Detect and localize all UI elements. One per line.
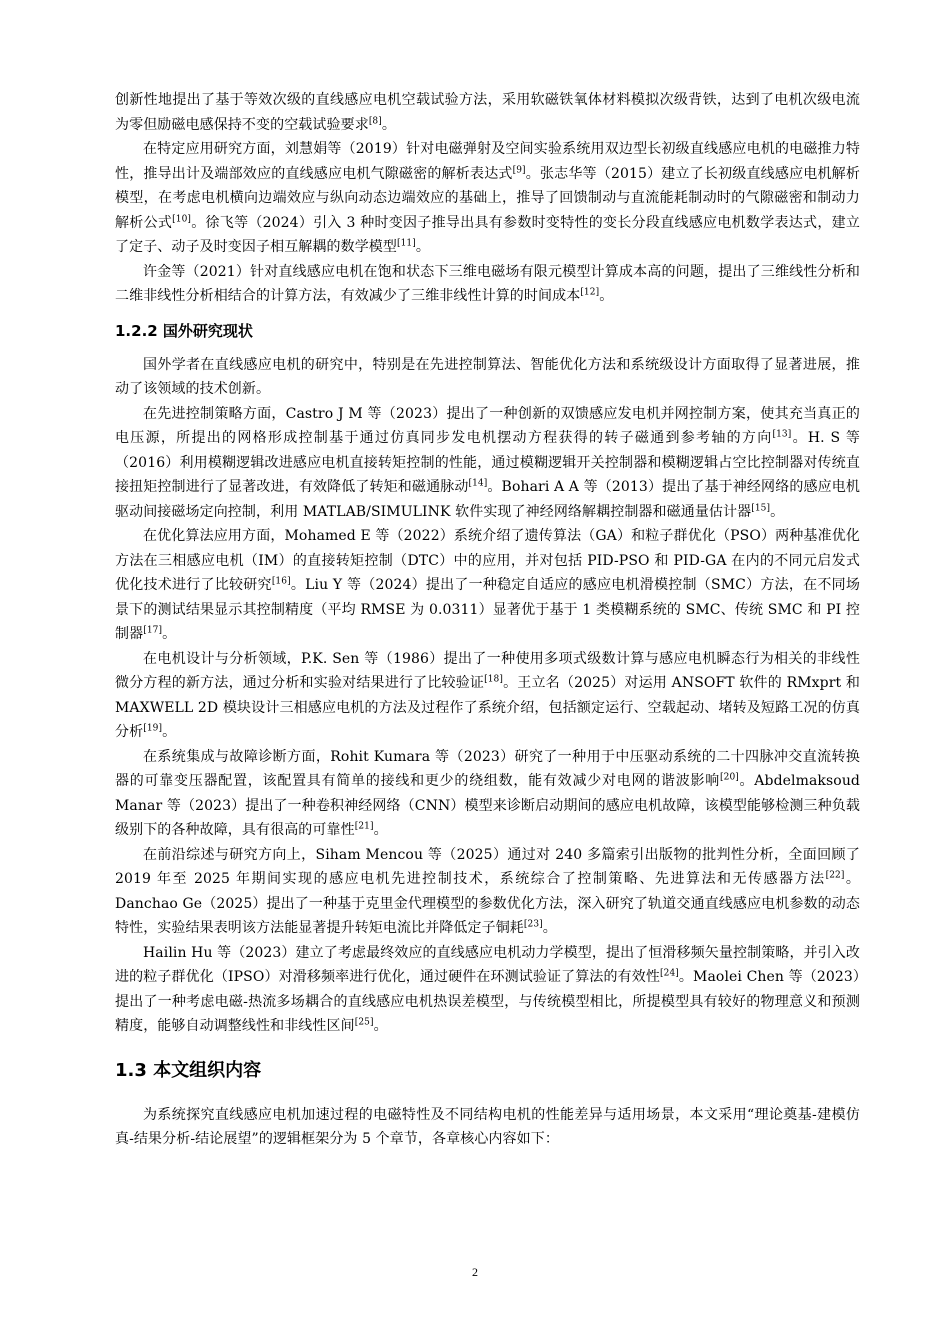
- paragraph: 国外学者在直线感应电机的研究中，特别是在先进控制算法、智能优化方法和系统级设计方面取得了显著进展，推动了该领域的技术创新。: [115, 356, 860, 397]
- citation-ref: [20]: [720, 772, 739, 783]
- citation-ref: [24]: [660, 968, 679, 979]
- citation-ref: [13]: [772, 429, 792, 440]
- section-heading: 1.3 本文组织内容: [115, 1059, 262, 1081]
- paragraph: Hailin Hu 等（2023）建立了考虑最终效应的直线感应电机动力学模型，提出了恒滑移频矢量控制策略，并引入改进的粒子群优化（IPSO）对滑移频率进行优化，通过硬件在环测试验证了算法的有效性[24]。Maolei Chen 等（2023）提出了一种考虑电磁-热流多场耦合的直线感应电机热误差模型，与传统模型相比，所提模型具有较好的物理意义和预测精度，能够自动调整线性和非线性区间[25]。: [115, 944, 860, 1034]
- citation-ref: [10]: [172, 213, 192, 224]
- paragraph: 在特定应用研究方面，刘慧娟等（2019）针对电磁弹射及空间实验系统用双边型长初级直线感应电机的电磁推力特性，推导出计及端部效应的直线感应电机气隙磁密的解析表达式[9]。张志华等（2015）建立了长初级直线感应电机解析模型，在考虑电机横向边端效应与纵向动态边端效应的基础上，推导了回馈制动与直流能耗制动时的气隙磁密和制动力解析公式[10]。徐飞等（2024）引入 3 种时变因子推导出具有参数时变特性的变长分段直线感应电机数学表达式，建立了定子、动子及时变因子相互解耦的数学模型[11]。: [115, 141, 861, 255]
- citation-ref: [16]: [271, 576, 291, 587]
- paragraph: 在电机设计与分析领域，P.K. Sen 等（1986）提出了一种使用多项式级数计算与感应电机瞬态行为相关的非线性微分方程的新方法，通过分析和实验对结果进行了比较验证[18]。王立名（2025）对运用 ANSOFT 软件的 RMxprt 和 MAXWELL 2D 模块设计三相感应电机的方法及过程作了系统介绍，包括额定运行、空载起动、堵转及短路工况的仿真分析[19]。: [115, 650, 860, 740]
- citation-ref: [15]: [751, 502, 771, 513]
- paragraph: 许金等（2021）针对直线感应电机在饱和状态下三维电磁场有限元模型计算成本高的问题，提出了三维线性分析和二维非线性分析相结合的计算方法，有效减少了三维非线性计算的时间成本[12]。: [115, 263, 860, 304]
- paragraph: 在先进控制策略方面，Castro J M 等（2023）提出了一种创新的双馈感应发电机并网控制方案，使其充当真正的电压源，所提出的网格形成控制基于通过仿真同步发电机摆动方程获得的转子磁通到参考轴的方向[13]。H. S 等（2016）利用模糊逻辑改进感应电机直接转矩控制的性能，通过模糊逻辑开关控制器和模糊逻辑占空比控制器对传统直接扭矩控制进行了显著改进，有效降低了转矩和磁通脉动[14]。Bohari A A 等（2013）提出了基于神经网络的感应电机驱动间接磁场定向控制，利用 MATLAB/SIMULINK 软件实现了神经网络解耦控制器和磁通量估计器[15]。: [115, 405, 861, 520]
- citation-ref: [11]: [397, 238, 416, 249]
- citation-ref: [21]: [354, 821, 374, 832]
- citation-ref: [23]: [523, 919, 543, 930]
- paragraph: 创新性地提出了基于等效次级的直线感应电机空载试验方法，采用软磁铁氧体材料模拟次级背铁，达到了电机次级电流为零但励磁电感保持不变的空载试验要求[8]。: [115, 92, 860, 133]
- citation-ref: [18]: [484, 674, 503, 685]
- paragraph: 在优化算法应用方面，Mohamed E 等（2022）系统介绍了遗传算法（GA）和粒子群优化（PSO）两种基准优化方法在三相感应电机（IM）的直接转矩控制（DTC）中的应用，并对包括 PID-PSO 和 PID-GA 在内的不同元启发式优化技术进行了比较研究[16]。Liu Y 等（2024）提出了一种稳定自适应的感应电机滑模控制（SMC）方法，在不同场景下的测试结果显示其控制精度（平均 RMSE 为 0.0311）显著优于基于 1 类模糊系统的 SMC、传统 SMC 和 PI 控制器[17]。: [115, 528, 860, 642]
- paragraph: 在系统集成与故障诊断方面，Rohit Kumara 等（2023）研究了一种用于中压驱动系统的二十四脉冲交直流转换器的可靠变压器配置，该配置具有简单的接线和更少的绕组数，能有效减少对电网的谐波影响[20]。Abdelmaksoud Manar 等（2023）提出了一种卷积神经网络（CNN）模型来诊断启动期间的感应电机故障，该模型能够检测三种负载级别下的各种故障，具有很高的可靠性[21]。: [115, 748, 860, 838]
- citation-ref: [8]: [368, 115, 382, 126]
- citation-ref: [9]: [512, 164, 526, 175]
- subsection-heading: 1.2.2 国外研究现状: [115, 321, 253, 340]
- page-content: [115, 88, 860, 1152]
- paragraph: 在前沿综述与研究方向上，Siham Mencou 等（2025）通过对 240 多篇索引出版物的批判性分析，全面回顾了 2019 年至 2025 年期间实现的感应电机先进控制技术，系统综合了控制策略、先进算法和无传感器方法[22]。Danchao Ge（2025）提出了一种基于克里金代理模型的参数优化方法，深入研究了轨道交通直线感应电机参数的动态特性，实验结果表明该方法能显著提升转矩电流比并降低定子铜耗[23]。: [115, 846, 860, 936]
- citation-ref: [14]: [468, 478, 488, 489]
- page-number: 2: [472, 1265, 478, 1279]
- paragraph: 为系统探究直线感应电机加速过程的电磁特性及不同结构电机的性能差异与适用场景，本文采用“理论奠基-建模仿真-结果分析-结论展望”的逻辑框架分为 5 个章节，各章核心内容如下：: [115, 1106, 860, 1147]
- citation-ref: [25]: [354, 1017, 374, 1028]
- citation-ref: [17]: [143, 625, 163, 636]
- citation-ref: [19]: [143, 723, 163, 734]
- citation-ref: [12]: [580, 287, 600, 298]
- citation-ref: [22]: [825, 870, 845, 881]
